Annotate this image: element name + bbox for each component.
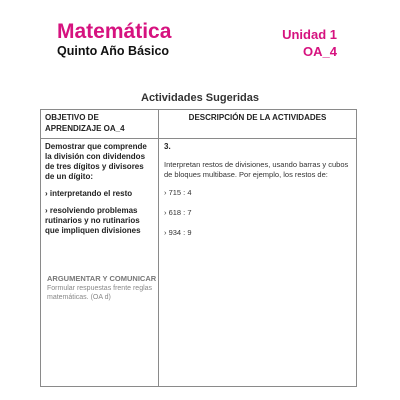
- unit-label: Unidad 1: [282, 27, 337, 42]
- grade-label: Quinto Año Básico: [57, 44, 170, 58]
- activity-item-1: › 715 : 4: [164, 188, 192, 197]
- activities-table: [40, 109, 357, 387]
- table-header-row: [41, 110, 357, 139]
- table-row: [41, 139, 357, 387]
- activity-cell: [159, 139, 357, 387]
- page-header: [0, 0, 400, 70]
- activity-item-2: › 618 : 7: [164, 208, 192, 217]
- skill-text: Formular respuestas frente reglas matemáticas. (OA d): [47, 285, 153, 301]
- objective-bullet-1: › interpretando el resto: [45, 189, 133, 198]
- activity-number: 3.: [164, 142, 171, 151]
- objective-bullet-2: › resolviendo problemas rutinarios y no rutinarios que impliquen divisiones: [45, 206, 141, 235]
- activity-item-3: › 934 : 9: [164, 228, 192, 237]
- skill-box: [47, 274, 159, 302]
- description-column-header: DESCRIPCIÓN DE LA ACTIVIDADES: [159, 110, 357, 139]
- skill-title: ARGUMENTAR Y COMUNICAR: [47, 274, 157, 283]
- oa-label: OA_4: [303, 44, 337, 59]
- subject-title: Matemática: [57, 20, 172, 43]
- section-title: Actividades Sugeridas: [141, 92, 259, 104]
- objective-lead: Demostrar que comprende la división con dividendos de tres dígitos y divisores de un dígito:: [45, 142, 147, 181]
- objective-cell: [41, 139, 159, 387]
- objective-column-header: OBJETIVO DE APRENDIZAJE OA_4: [41, 110, 159, 139]
- activity-description: Interpretan restos de divisiones, usando barras y cubos de bloques multibase. Por ejemplo, los restos de:: [164, 160, 349, 179]
